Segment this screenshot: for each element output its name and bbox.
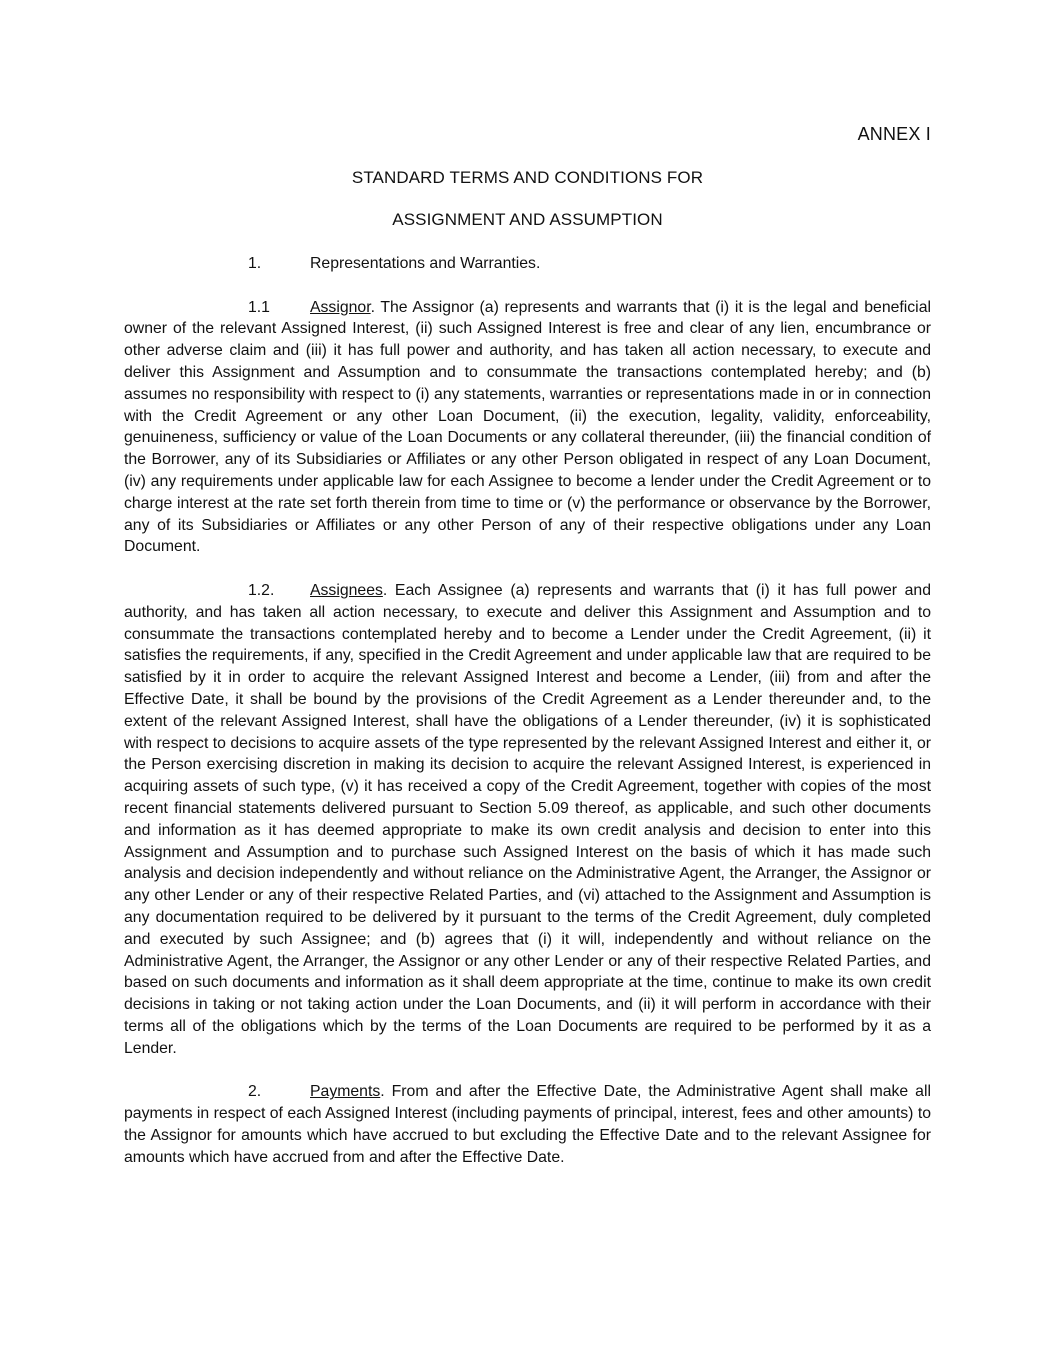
- section-1-1-paragraph: [124, 297, 931, 559]
- title-line-1: STANDARD TERMS AND CONDITIONS FOR: [351, 168, 704, 187]
- section-1-title: Representations and Warranties.: [310, 255, 541, 272]
- section-2-heading: Payments: [310, 1083, 381, 1101]
- section-1-2-paragraph: [124, 580, 931, 1060]
- section-1-2-number: 1.2.: [248, 581, 275, 599]
- section-1-1-heading: Assignor: [310, 298, 371, 316]
- section-1-2-text: . Each Assignee (a) represents and warrants that (i) it has full power and authority, and has taken all action necessary, to execute and deliver this Assignment and Assumption and to consummate the transactions contemplated hereby and to become a Lender under the Credit Agreement, (ii) it satisfies the requirements, if any, specified in the Credit Agreement and under applicable law that are required to be satisfied by it in order to acquire the relevant Assigned Interest and become a Lender, (iii) from and after the Effective Date, it shall be bound by the provisions of the Credit Agreement as a Lender thereunder and, to the extent of the relevant Assigned Interest, shall have the obligations of a Lender thereunder, (iv) it is sophisticated with respect to decisions to acquire assets of the type represented by the relevant Assigned Interest and either it, or the Person exercising discretion in making its decision to acquire the relevant Assigned Interest, is experienced in acquiring assets of such type, (v) it has received a copy of the Credit Agreement, together with copies of the most recent financial statements delivered pursuant to Section 5.09 thereof, as applicable, and such other documents and information as it has deemed appropriate to make its own credit analysis and decision to enter into this Assignment and Assumption and to purchase such Assigned Interest on the basis of which it has made such analysis and decision independently and without reliance on the Administrative Agent, the Arranger, the Assignor or any other Lender or any of their respective Related Parties, and (vi) attached to the Assignment and Assumption is any documentation required to be delivered by it pursuant to the terms of the Credit Agreement, duly completed and executed by such Assignee; and (b) agrees that (i) it will, independently and without reliance on the Administrative Agent, the Arranger, the Assignor or any other Lender or any of their respective Related Parties, and based on such documents and information as it shall deem appropriate at the time, continue to make its own credit decisions in taking or not taking action under the Loan Documents, and (ii) it will perform in accordance with their terms all of the obligations which by the terms of the Loan Documents are required to be performed by it as a Lender.: [124, 581, 931, 1057]
- section-1-2-heading: Assignees: [310, 581, 383, 599]
- section-2-number: 2.: [248, 1083, 262, 1101]
- section-1-number: 1.: [248, 255, 262, 272]
- title-line-2: ASSIGNMENT AND ASSUMPTION: [392, 210, 663, 229]
- section-1-heading: [124, 253, 931, 275]
- section-1-1-number: 1.1: [248, 298, 270, 316]
- annex-label: ANNEX I: [857, 124, 931, 144]
- document-body: [124, 253, 931, 1190]
- section-2-paragraph: [124, 1081, 931, 1168]
- section-1-1-text: . The Assignor (a) represents and warrants that (i) it is the legal and beneficial owner of the relevant Assigned Interest, (ii) such Assigned Interest is free and clear of any lien, encumbrance or other adverse claim and (iii) it has full power and authority, and has taken all action necessary, to execute and deliver this Assignment and Assumption and to consummate the transactions contemplated hereby; and (b) assumes no responsibility with respect to (i) any statements, warranties or representations made in or in connection with the Credit Agreement or any other Loan Document, (ii) the execution, legality, validity, enforceability, genuineness, sufficiency or value of the Loan Documents or any collateral thereunder, (iii) the financial condition of the Borrower, any of its Subsidiaries or Affiliates or any other Person obligated in respect of any Loan Document, (iv) any requirements under applicable law for each Assignee to become a lender under the Credit Agreement or to charge interest at the rate set forth therein from time to time or (v) the performance or observance by the Borrower, any of its Subsidiaries or Affiliates or any other Person of any of their respective obligations under any Loan Document.: [124, 298, 931, 556]
- section-2-text: . From and after the Effective Date, the Administrative Agent shall make all payments in respect of each Assigned Interest (including payments of principal, interest, fees and other amounts) to the Assignor for amounts which have accrued to but excluding the Effective Date and to the relevant Assignee for amounts which have accrued from and after the Effective Date.: [124, 1083, 931, 1166]
